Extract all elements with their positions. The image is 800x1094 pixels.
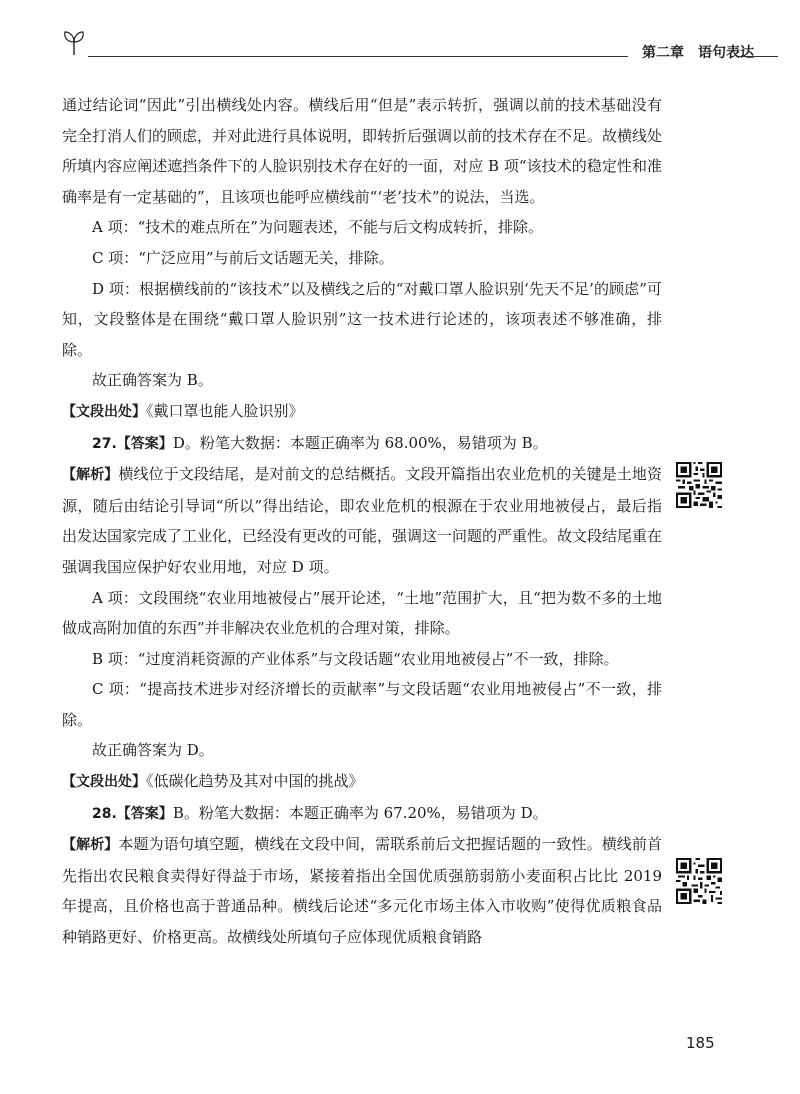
paragraph: C 项：“提高技术进步对经济增长的贡献率”与文段话题“农业用地被侵占”不一致，排除。: [62, 680, 662, 729]
paragraph: A 项：文段围绕“农业用地被侵占”展开论述，“土地”范围扩大，且“把为数不多的土地做成高附加值的东西”并非解决农业危机的合理对策，排除。: [62, 588, 662, 638]
analysis-text: 本题为语句填空题，横线在文段中间，需联系前后文把握话题的一致性。横线前首先指出农民粮食卖得好得益于市场，紧接着指出全国优质强筋弱筋小麦面积占比比 2019 年提高，且价格也高于普通品种。横线后论述“多元化市场主体入市收购”使得优质粮食品种销路更好、价格更高。故横线处所填句子应体现优质粮食销路: [62, 835, 663, 947]
header-rule-right: [738, 56, 778, 57]
analysis-text: 横线位于文段结尾，是对前文的总结概括。文段开篇指出农业危机的关键是土地资源，随后由结论引导词“所以”得出结论，即农业危机的根源在于农业用地被侵占，最后指出发达国家完成了工业化，已经没有更改的可能，强调这一问题的严重性。故文段结尾重在强调我国应保护好农业用地，对应 D 项。: [62, 465, 663, 576]
header-rule-left: [88, 56, 628, 57]
page-number: 185: [686, 1034, 715, 1052]
analysis-paragraph: [62, 459, 662, 582]
answer-text: D。粉笔大数据：本题正确率为 68.00%，易错项为 B。: [172, 433, 548, 452]
answer-label: 27.【答案】: [92, 435, 173, 452]
chapter-title: 第二章 语句表达: [642, 45, 754, 61]
paragraph: B 项：“过度消耗资源的产业体系”与文段话题“农业用地被侵占”不一致，排除。: [92, 649, 619, 668]
source-text: 《戴口罩也能人脸识别》: [146, 401, 304, 420]
source-label: 【文段出处】: [62, 774, 146, 791]
page-body: [62, 90, 662, 953]
paragraph: C 项：“广泛应用”与前后文话题无关，排除。: [92, 248, 394, 267]
paragraph: A 项：“技术的难点所在”为问题表述，不能与后文构成转折，排除。: [92, 218, 543, 237]
source-label: 【文段出处】: [62, 403, 146, 420]
page-header: [62, 28, 778, 64]
paragraph: D 项：根据横线前的“该技术”以及横线之后的“对戴口罩人脸识别‘先天不足’的顾虑”可知，文段整体是在围绕“戴口罩人脸识别”这一技术进行论述的，该项表述不够准确，排除。: [62, 279, 662, 359]
answer-text: B。粉笔大数据：本题正确率为 67.20%，易错项为 D。: [172, 803, 548, 822]
source-text: 《低碳化趋势及其对中国的挑战》: [146, 772, 364, 791]
analysis-paragraph: [62, 829, 662, 952]
qr-code-icon[interactable]: [676, 858, 722, 904]
source-line: [62, 766, 662, 798]
analysis-label: 【解析】: [62, 837, 119, 854]
paragraph: 故正确答案为 D。: [92, 741, 214, 760]
source-line: [62, 396, 662, 428]
leaf-icon: [62, 30, 86, 56]
answer-line: [62, 798, 662, 830]
paragraph: 故正确答案为 B。: [92, 371, 213, 390]
answer-label: 28.【答案】: [92, 805, 173, 822]
analysis-label: 【解析】: [62, 467, 119, 484]
paragraph: 通过结论词“因此”引出横线处内容。横线后用“但是”表示转折，强调以前的技术基础没有完全打消人们的顾虑，并对此进行具体说明，即转折后强调以前的技术存在不足。故横线处所填内容应阐述遮挡条件下的人脸识别技术存在好的一面，对应 B 项“该技术的稳定性和准确率是有一定基础的”，且该项也能呼应横线前“‘老’技术”的说法，当选。: [62, 96, 663, 206]
answer-line: [62, 428, 662, 460]
qr-code-icon[interactable]: [676, 462, 722, 508]
